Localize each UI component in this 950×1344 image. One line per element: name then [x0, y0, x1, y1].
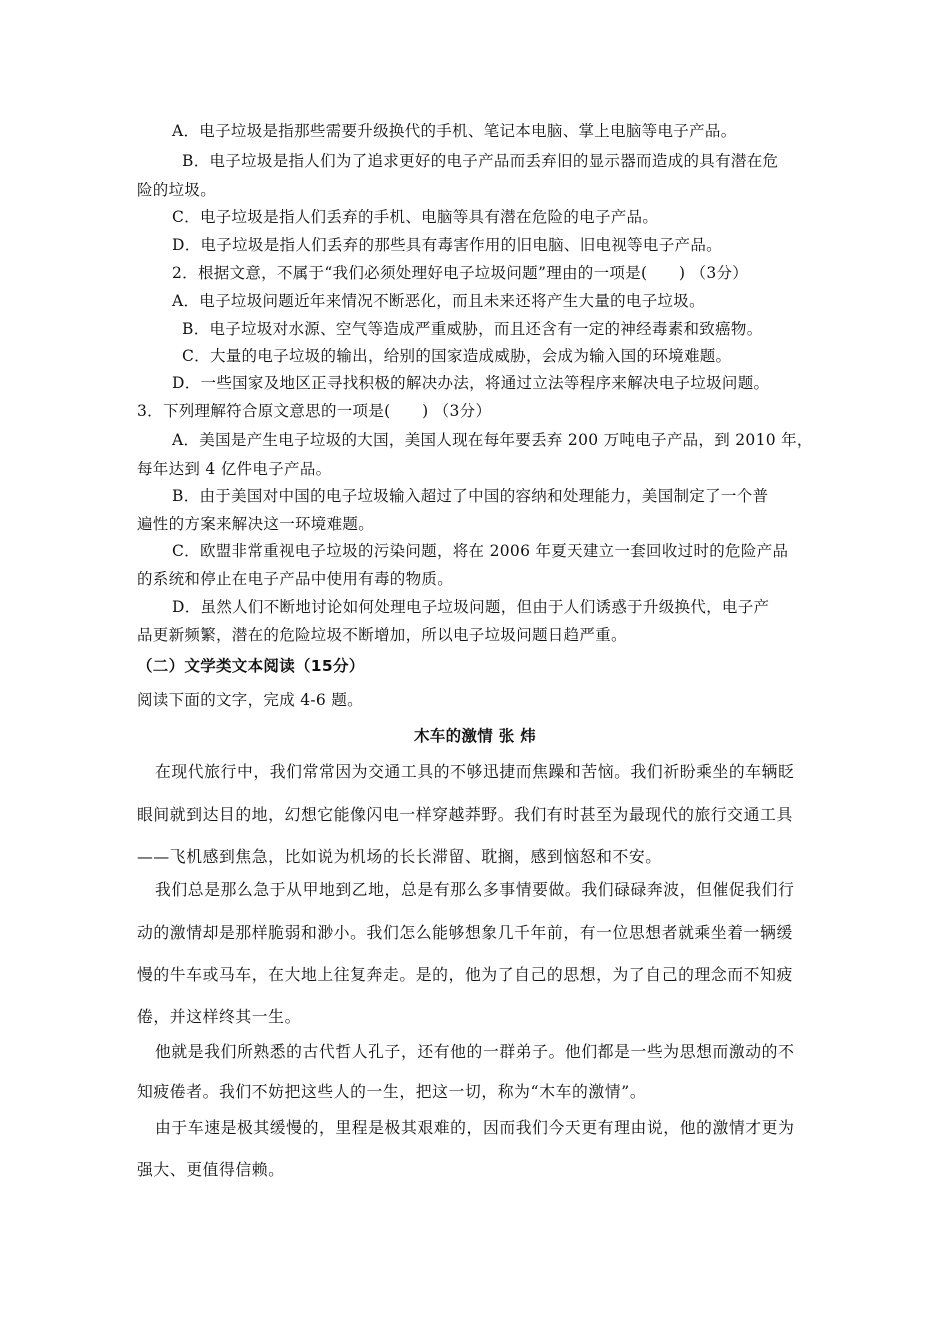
q2-stem: 2．根据文意，不属于“我们必须处理好电子垃圾问题”理由的一项是( ) （3分）	[172, 264, 749, 282]
q2-option-b: B．电子垃圾对水源、空气等造成严重威胁，而且还含有一定的神经毒素和致癌物。	[182, 320, 763, 338]
q1-option-a: A．电子垃圾是指那些需要升级换代的手机、笔记本电脑、掌上电脑等电子产品。	[172, 122, 737, 140]
q3-option-b-line2: 遍性的方案来解决这一环境难题。	[137, 515, 375, 533]
q3-option-b-line1: B．由于美国对中国的电子垃圾输入超过了中国的容纳和处理能力，美国制定了一个普	[172, 487, 769, 505]
q1-option-d: D．电子垃圾是指人们丢弃的那些具有毒害作用的旧电脑、旧电视等电子产品。	[172, 236, 722, 254]
paragraph-1-line3: ——飞机感到焦急，比如说为机场的长长滞留、耽搁，感到恼怒和不安。	[137, 847, 662, 866]
paragraph-3-line1: 他就是我们所熟悉的古代哲人孔子，还有他的一群弟子。他们都是一些为思想而激动的不	[155, 1042, 795, 1061]
paragraph-3-line2: 知疲倦者。我们不妨把这些人的一生，把这一切，称为“木车的激情”。	[137, 1082, 647, 1101]
q2-option-c: C．大量的电子垃圾的输出，给别的国家造成威胁，会成为输入国的环境难题。	[182, 347, 732, 365]
q3-stem: 3．下列理解符合原文意思的一项是( ) （3分）	[137, 402, 492, 420]
paragraph-2-line4: 倦，并这样终其一生。	[137, 1007, 301, 1026]
section-heading: （二）文学类文本阅读（15分）	[137, 657, 365, 675]
q3-option-d-line2: 品更新频繁，潜在的危险垃圾不断增加，所以电子垃圾问题日趋严重。	[137, 626, 627, 644]
paragraph-2-line2: 动的激情却是那样脆弱和渺小。我们怎么能够想象几千年前，有一位思想者就乘坐着一辆缓	[137, 923, 793, 942]
paragraph-2-line3: 慢的牛车或马车，在大地上往复奔走。是的，他为了自己的思想，为了自己的理念而不知疲	[137, 965, 793, 984]
paragraph-4-line1: 由于车速是极其缓慢的，里程是极其艰难的，因而我们今天更有理由说，他的激情才更为	[155, 1118, 795, 1137]
reading-instruction: 阅读下面的文字，完成 4-6 题。	[137, 691, 363, 709]
paragraph-2-line1: 我们总是那么急于从甲地到乙地，总是有那么多事情要做。我们碌碌奔波，但催促我们行	[155, 880, 795, 899]
q2-option-a: A．电子垃圾问题近年来情况不断恶化，而且未来还将产生大量的电子垃圾。	[172, 292, 705, 310]
q1-option-b-line1: B．电子垃圾是指人们为了追求更好的电子产品而丢弃旧的显示器而造成的具有潜在危	[182, 152, 779, 170]
paragraph-4-line2: 强大、更值得信赖。	[137, 1160, 285, 1179]
paragraph-1-line1: 在现代旅行中，我们常常因为交通工具的不够迅捷而焦躁和苦恼。我们祈盼乘坐的车辆眨	[155, 762, 795, 781]
q3-option-a-line2: 每年达到 4 亿件电子产品。	[137, 460, 332, 478]
q2-option-d: D．一些国家及地区正寻找积极的解决办法，将通过立法等程序来解决电子垃圾问题。	[172, 374, 770, 392]
article-title: 木车的激情 张 炜	[414, 727, 536, 745]
q1-option-c: C．电子垃圾是指人们丢弃的手机、电脑等具有潜在危险的电子产品。	[172, 208, 659, 226]
q3-option-c-line1: C．欧盟非常重视电子垃圾的污染问题，将在 2006 年夏天建立一套回收过时的危险产品	[172, 542, 789, 560]
q3-option-a-line1: A．美国是产生电子垃圾的大国，美国人现在每年要丢弃 200 万吨电子产品，到 2010 年，	[172, 431, 813, 449]
paragraph-1-line2: 眼间就到达目的地，幻想它能像闪电一样穿越莽野。我们有时甚至为最现代的旅行交通工具	[137, 805, 793, 824]
q3-option-d-line1: D．虽然人们不断地讨论如何处理电子垃圾问题，但由于人们诱惑于升级换代，电子产	[172, 598, 770, 616]
q3-option-c-line2: 的系统和停止在电子产品中使用有毒的物质。	[137, 570, 454, 588]
q1-option-b-line2: 险的垃圾。	[137, 181, 217, 199]
